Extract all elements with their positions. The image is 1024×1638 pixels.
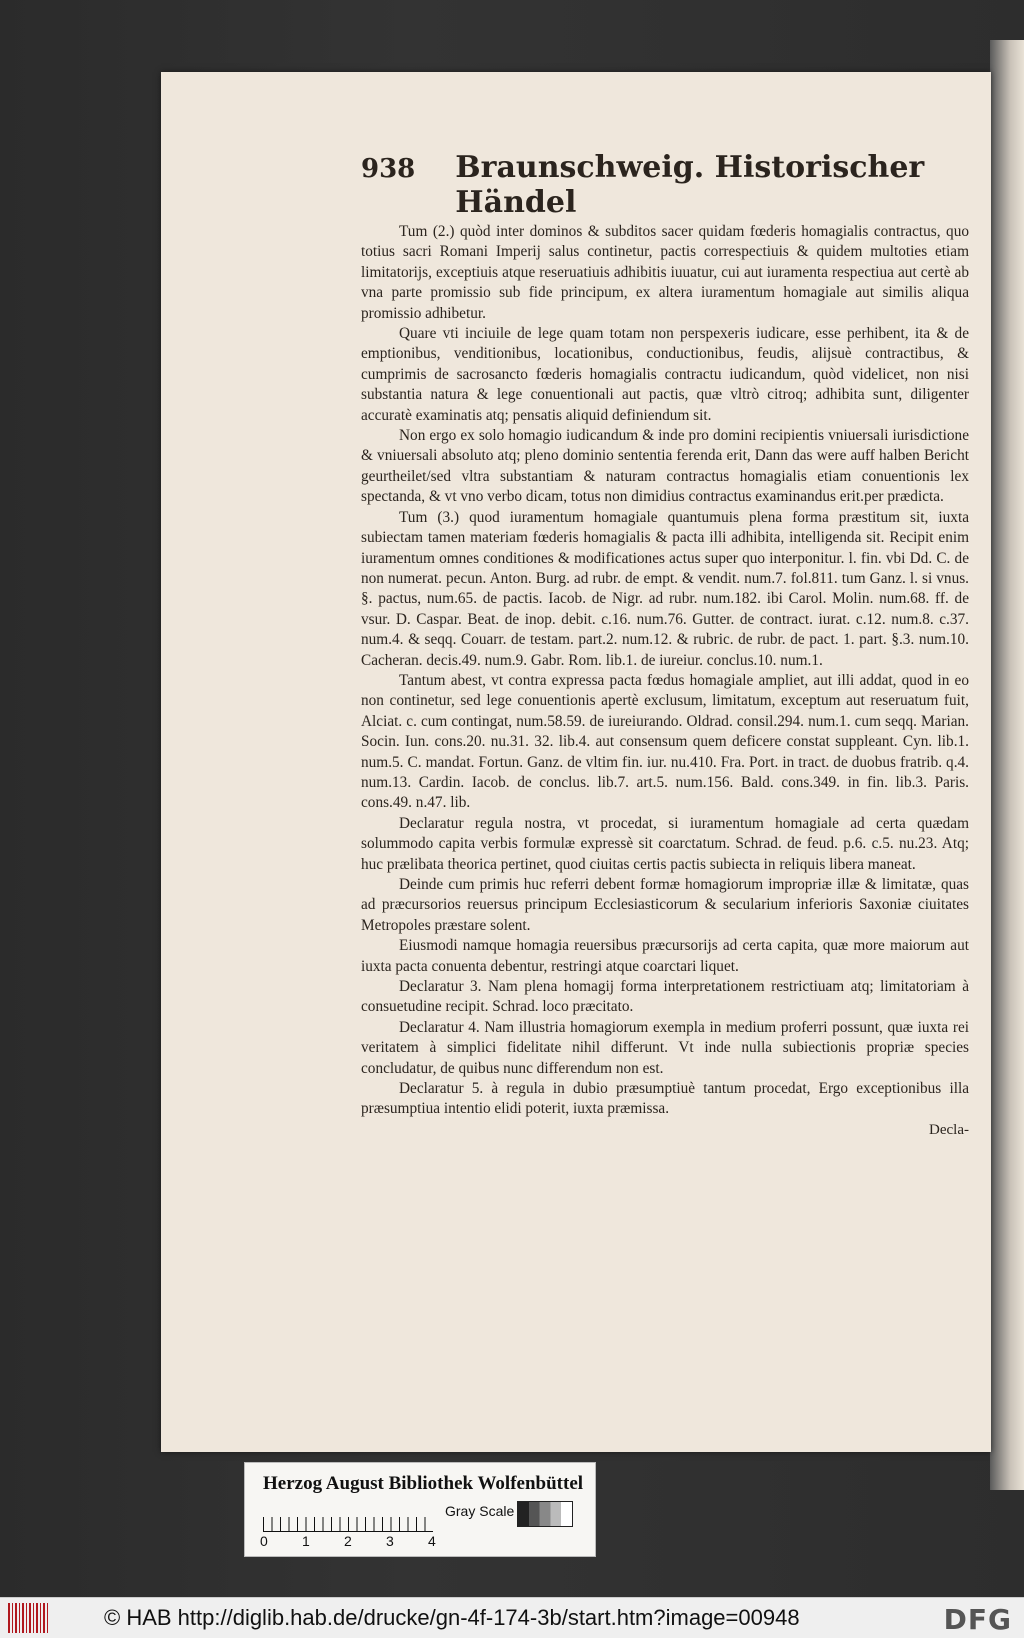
footer-bar (0, 1597, 1024, 1638)
library-name: Herzog August Bibliothek Wolfenbüttel (263, 1473, 584, 1494)
running-title: Braunschweig. Historischer Händel (455, 150, 925, 220)
paragraph: Declaratur regula nostra, vt procedat, si iuramentum homagiale ad certa quædam solummodo capita verbis formulæ expressè sit coarctatum. Schrad. de feud. p.6. c.5. nu.23. Atq; huc prælibata theorica pertinet, quod ciuitas certis pactis subiecta in reliquis libera maneat. (361, 814, 969, 873)
paragraph: Tum (2.) quòd inter dominos & subditos sacer quidam fœderis homagialis contractus, quo totius sacri Romani Imperij salus continetur, pactis correspectiuis & quidem multoties etiam limitatorijs, exceptiuis atque reseruatiuis adhibitis iuuatur, cui aut iuramenta respectiua aut certè ab vna parte promissio sub fide principum, ex altera iuramentum homagiale aut similis aliqua promissio adhibetur. (361, 223, 969, 322)
ruler-number: 2 (344, 1533, 352, 1549)
paragraph: Tum (3.) quod iuramentum homagiale quantumuis plena forma præstitum sit, iuxta subiectam tamen materiam fœderis homagialis & pacta illi adhibita, intelligenda sit. Recipit enim iuramentum omnes conditiones & modificationes actus super quo interponitur. l. fin. vbi Dd. C. de non numerat. pecun. Anton. Burg. ad rubr. de empt. & vendit. num.7. fol.811. tum Ganz. l. si vnus. §. pactus, num.65. de pactis. Iacob. de Nigr. ad rubr. num.182. ibi Carol. Molin. num.68. ff. de vsur. D. Caspar. Beat. de inop. debit. c.16. num.76. Gutter. de contract. iurat. c.12. num.8. c.37. num.4. & seqq. Couarr. de testam. part.2. num.12. & rubric. de rubr. de pact. 1. part. §.3. num.10. Cacheran. decis.49. num.9. Gabr. Rom. lib.1. de iureiur. conclus.10. num.1. (361, 508, 969, 669)
page-content (361, 150, 969, 1139)
ruler-number: 0 (260, 1533, 268, 1549)
color-target-card (244, 1462, 596, 1557)
catchword: Decla- (929, 1121, 969, 1138)
ruler-number: 1 (302, 1533, 310, 1549)
paragraph: Non ergo ex solo homagio iudicandum & inde pro domini recipientis vniuersali iurisdictione & vniuersali absoluto atq; pleno dominio sententia ferenda erit, Dann das were auff halben Bericht geurtheilet/sed vltra substantiam & naturam contractus homagialis etiam conuentionis lex spectanda, & vt vno verbo dicam, totus non dimidius contractus examinandus erit.per prædicta. (361, 427, 969, 506)
scale-ruler (263, 1505, 433, 1532)
barcode-icon (8, 1603, 50, 1633)
book-page (161, 72, 991, 1452)
paragraph: Tantum abest, vt contra expressa pacta fœdus homagiale ampliet, aut illi addat, quod in eo non continetur, sed lege conuentionis apertè exclusum, limitatum, exceptum aut reseruatum fuit, Alciat. c. cum contingat, num.58.59. de iureiurando. Oldrad. consil.294. num.1. cum seqq. Marian. Socin. Iun. cons.20. nu.31. 32. lib.4. aut consensum quem deficere constat suppleant. Cyn. lib.1. num.5. C. mandat. Fortun. Ganz. de vltim fin. iur. nu.410. Fra. Port. in tract. de duobus fratrib. q.4. num.13. Cardin. Iacob. de conclus. lib.7. art.5. num.156. Bald. cons.349. in fin. lib.3. Paris. cons.49. n.47. lib. (361, 671, 969, 812)
ruler-number: 3 (386, 1533, 394, 1549)
gray-scale-label: Gray Scale (445, 1503, 515, 1519)
paragraph: Declaratur 4. Nam illustria homagiorum exempla in medium proferri possunt, quæ iuxta rei veritatem à simplici fidelitate nihil differunt. Vt inde nulla subiectionis propriæ species concludatur, de quibus nunc differendum non est. (361, 1018, 969, 1077)
body-text (361, 222, 969, 1120)
gray-scale-swatch (517, 1501, 573, 1527)
paragraph: Eiusmodi namque homagia reuersibus præcursorijs ad certa capita, quæ more maiorum aut iuxta pacta conuenta debentur, restringi atque coarctari liquet. (361, 937, 969, 975)
paragraph: Quare vti inciuile de lege quam totam non perspexeris iudicare, esse perhibent, ita & de emptionibus, venditionibus, locationibus, conductionibus, feudis, alijsuè contractibus, & cumprimis de sacrosancto fœderis homagialis contractu iudicandum, quòd videlicet, non nisi substantia natura & lege conuentionali aut pactis, quæ vltrò citroq; adhibita sunt, diligenter accuratè examinatis atq; pensatis aliquid definiendum sit. (361, 325, 969, 424)
page-header (361, 150, 969, 220)
credit-link[interactable]: © HAB http://diglib.hab.de/drucke/gn-4f-174-3b/start.htm?image=00948 (104, 1605, 800, 1630)
ruler-number: 4 (428, 1533, 436, 1549)
page-number: 938 (361, 154, 416, 184)
page-edge (990, 40, 1024, 1490)
paragraph: Deinde cum primis huc referri debent formæ homagiorum impropriæ illæ & limitatæ, quas ad præcursorios reuersus principum Ecclesiasticorum & secularium inferioris Saxoniæ ciuitates Metropoles præstare solent. (361, 876, 969, 934)
paragraph: Declaratur 3. Nam plena homagij forma interpretationem restrictiuam atq; limitatoriam à consuetudine recipit. Schrad. loco præcitato. (361, 978, 969, 1016)
paragraph: Declaratur 5. à regula in dubio præsumptiuè tantum procedat, Ergo exceptionibus illa præsumptiua intentio elidi poterit, iuxta præmissa. (361, 1080, 969, 1118)
dfg-logo: DFG (943, 1603, 1012, 1636)
